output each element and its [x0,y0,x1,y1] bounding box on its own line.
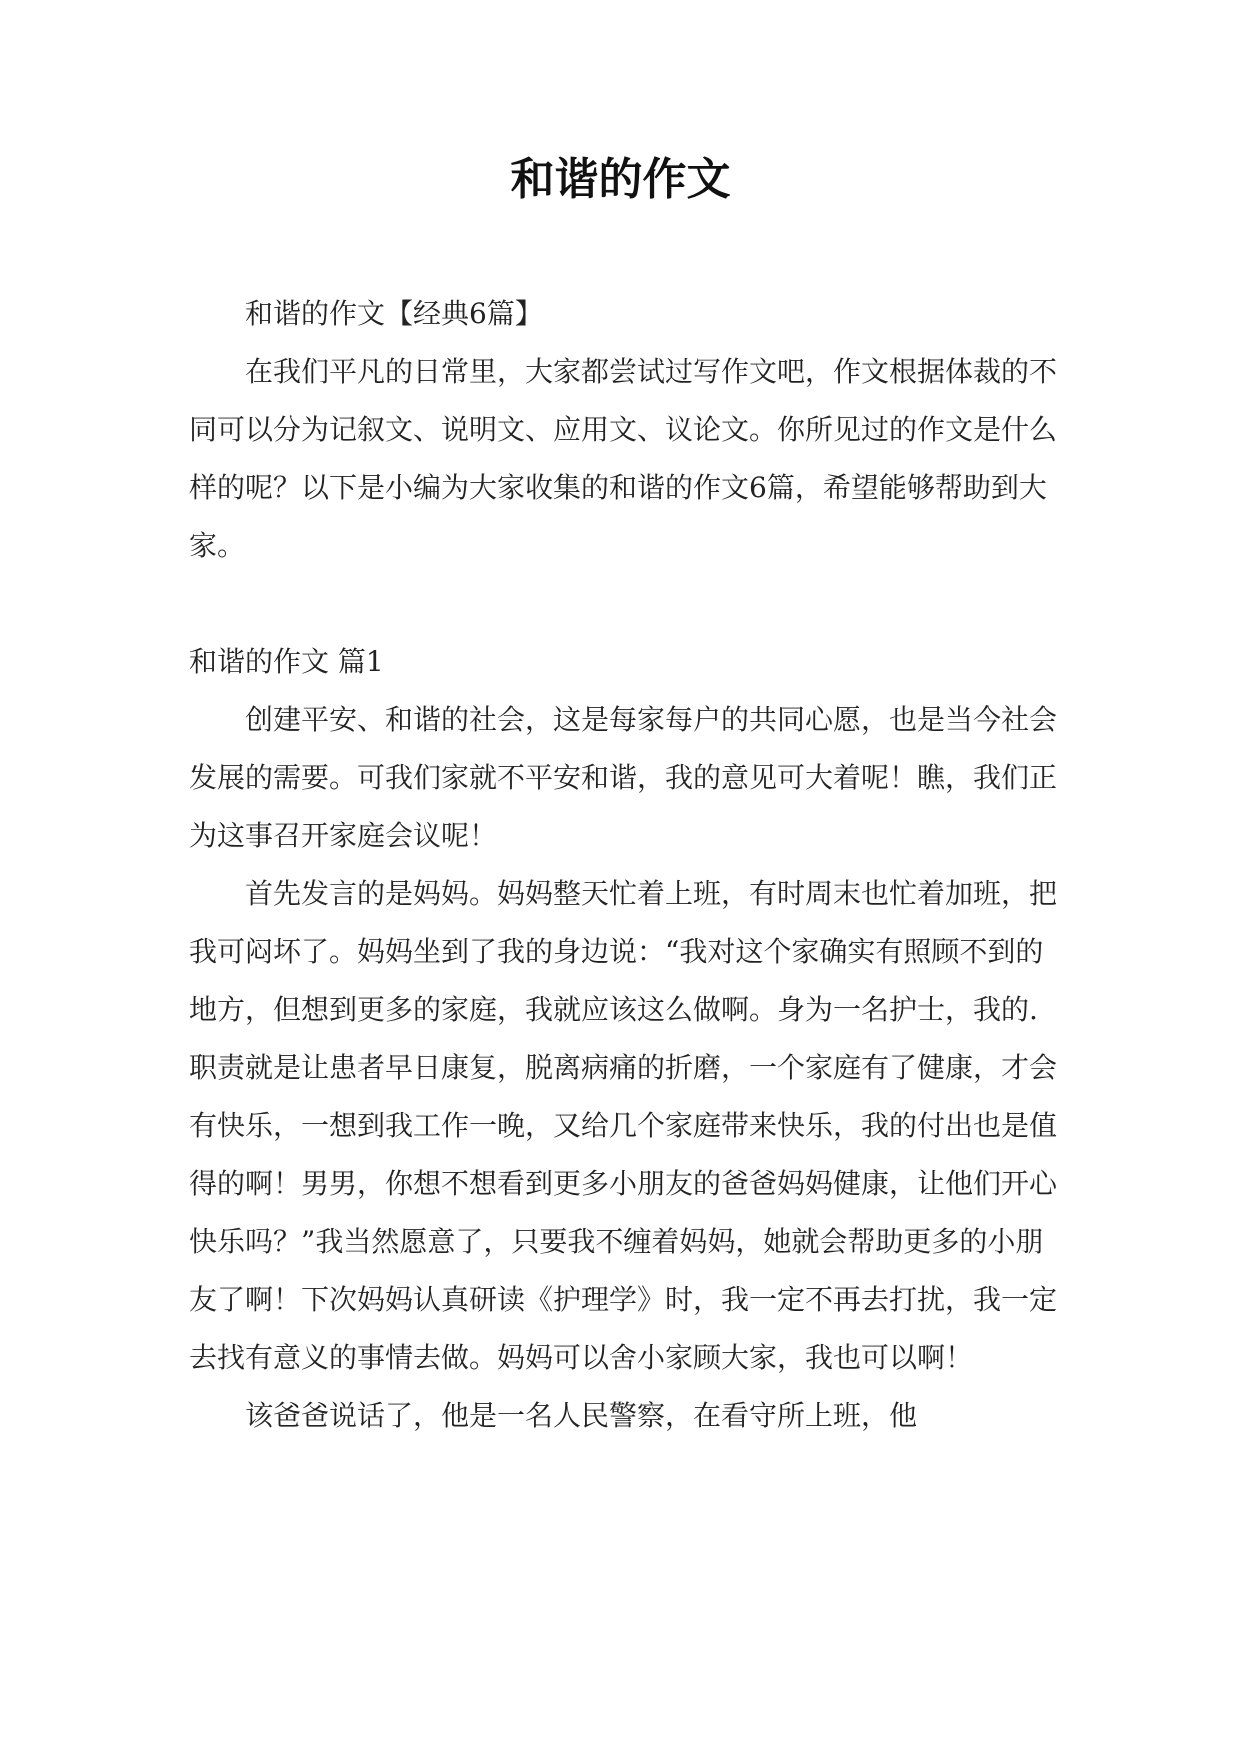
body-paragraph: 创建平安、和谐的社会，这是每家每户的共同心愿，也是当今社会发展的需要。可我们家就不平安和谐，我的意见可大着呢！瞧，我们正为这事召开家庭会议呢！ [189,703,1058,852]
body-paragraph: 首先发言的是妈妈。妈妈整天忙着上班，有时周末也忙着加班，把我可闷坏了。妈妈坐到了我的身边说：“我对这个家确实有照顾不到的地方，但想到更多的家庭，我就应该这么做啊。身为一名护士，我的.职责就是让患者早日康复，脱离病痛的折磨，一个家庭有了健康，才会有快乐，一想到我工作一晚，又给几个家庭带来快乐，我的付出也是值得的啊！男男，你想不想看到更多小朋友的爸爸妈妈健康，让他们开心快乐吗？”我当然愿意了，只要我不缠着妈妈，她就会帮助更多的小朋友了啊！下次妈妈认真研读《护理学》时，我一定不再去打扰，我一定去找有意义的事情去做。妈妈可以舍小家顾大家，我也可以啊！ [189,877,1058,1374]
section-heading: 和谐的作文 篇1 [189,645,384,678]
document-subtitle: 和谐的作文【经典6篇】 [245,297,543,330]
document-title: 和谐的作文 [510,154,731,205]
paragraph-spacer [189,575,1059,633]
document-body [189,285,1059,1445]
body-paragraph: 该爸爸说话了，他是一名人民警察，在看守所上班，他 [245,1399,918,1432]
intro-paragraph: 在我们平凡的日常里，大家都尝试过写作文吧，作文根据体裁的不同可以分为记叙文、说明文、应用文、议论文。你所见过的作文是什么样的呢？以下是小编为大家收集的和谐的作文6篇，希望能够帮助到大家。 [189,355,1058,562]
